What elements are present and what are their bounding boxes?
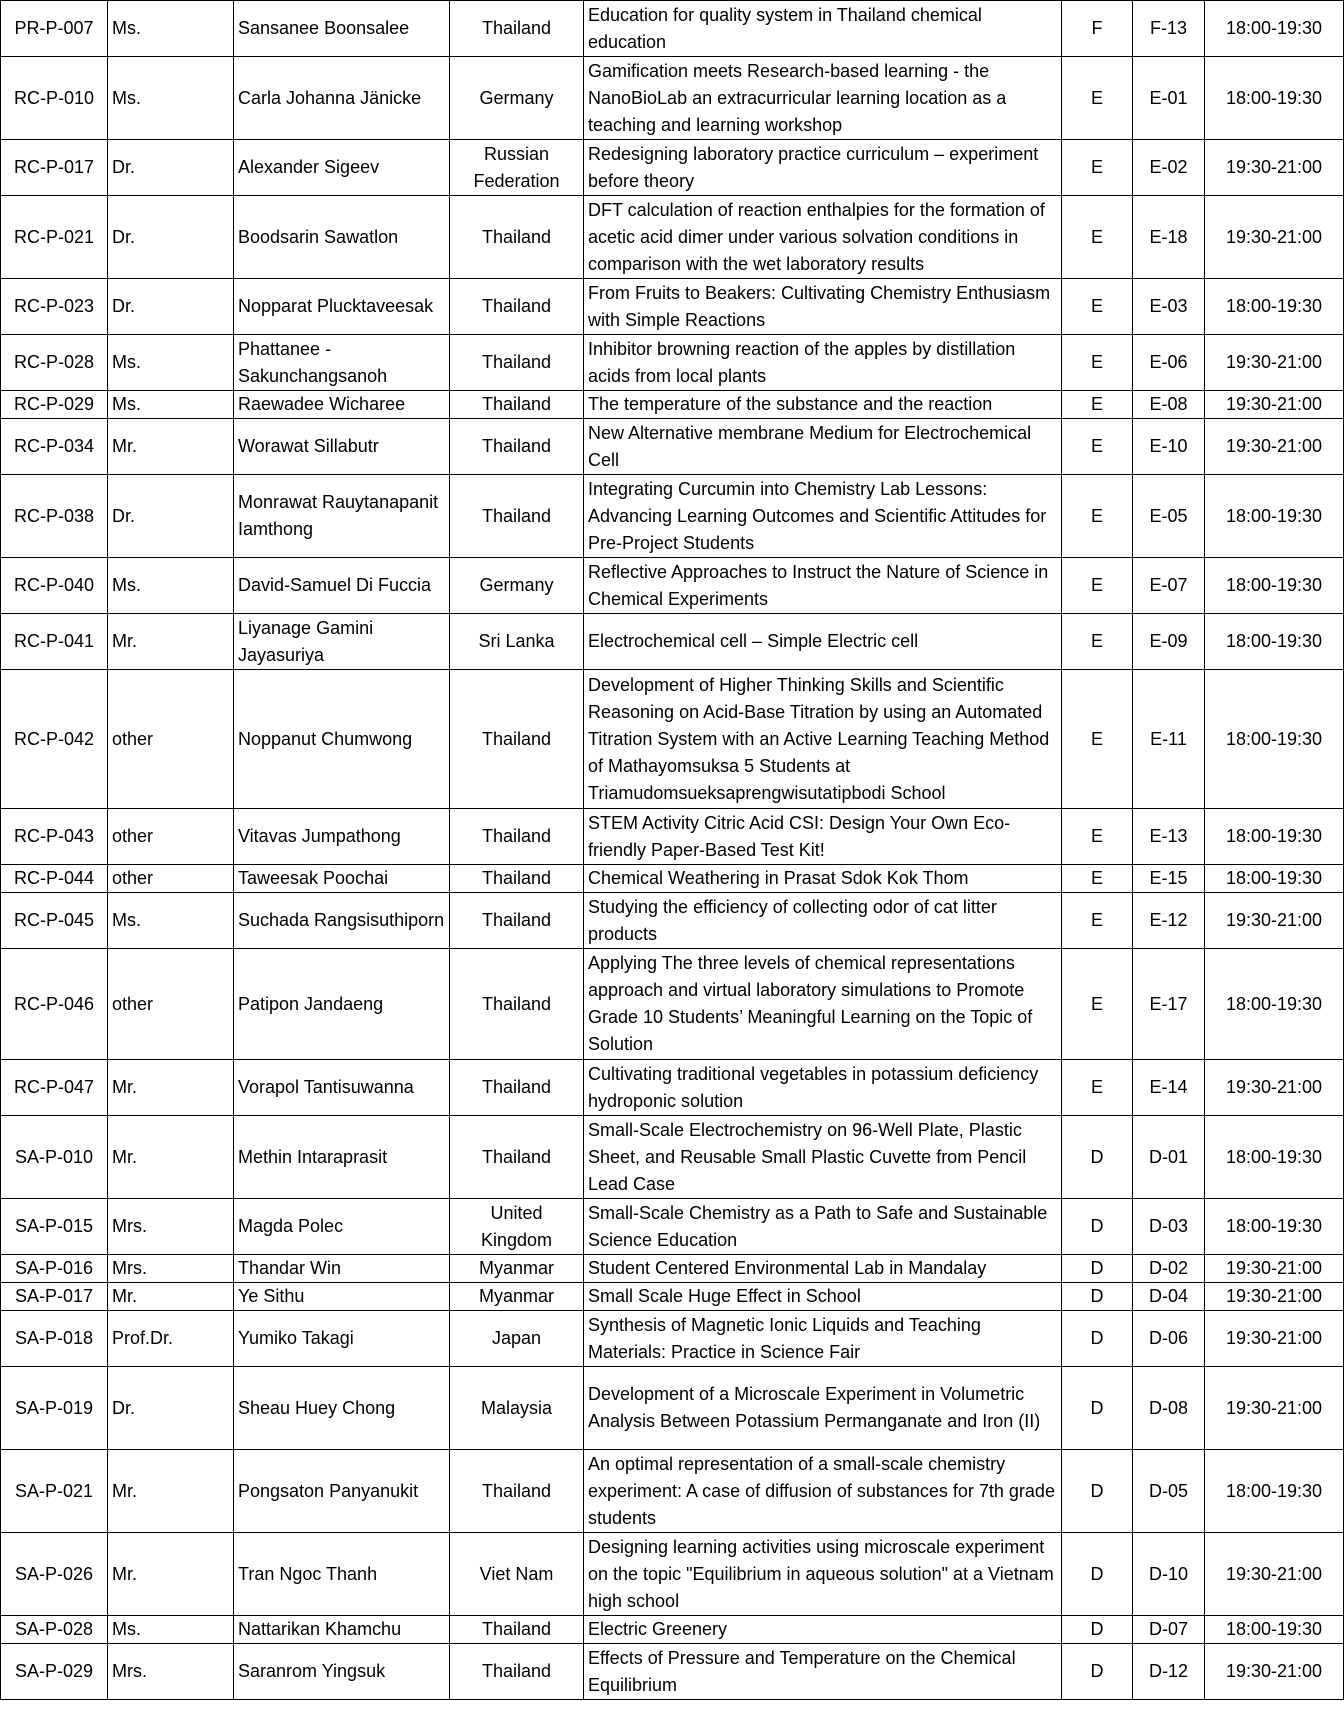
honorific-cell: Ms.: [108, 1, 234, 57]
honorific-cell: other: [108, 809, 234, 865]
table-row: [1, 1116, 1344, 1199]
zone-cell: E: [1062, 335, 1133, 391]
zone-cell: E: [1062, 419, 1133, 475]
time-slot-cell: 19:30-21:00: [1205, 419, 1344, 475]
code-cell: RC-P-010: [1, 57, 108, 140]
time-slot-cell: 19:30-21:00: [1205, 196, 1344, 279]
table-row: [1, 419, 1344, 475]
presenter-name-cell: Tran Ngoc Thanh: [234, 1533, 450, 1616]
honorific-cell: Mr.: [108, 419, 234, 475]
country-cell: Thailand: [450, 865, 584, 893]
board-number-cell: E-10: [1133, 419, 1205, 475]
country-cell: Thailand: [450, 1644, 584, 1700]
board-number-cell: D-01: [1133, 1116, 1205, 1199]
paper-title-cell: Small-Scale Electrochemistry on 96-Well Plate, Plastic Sheet, and Reusable Small Plastic Cuvette from Pencil Lead Case: [584, 1116, 1062, 1199]
code-cell: RC-P-045: [1, 893, 108, 949]
time-slot-cell: 18:00-19:30: [1205, 809, 1344, 865]
time-slot-cell: 19:30-21:00: [1205, 1644, 1344, 1700]
time-slot-cell: 18:00-19:30: [1205, 670, 1344, 809]
code-cell: RC-P-029: [1, 391, 108, 419]
table-row: [1, 1450, 1344, 1533]
table-row: [1, 614, 1344, 670]
honorific-cell: Mrs.: [108, 1255, 234, 1283]
code-cell: SA-P-028: [1, 1616, 108, 1644]
code-cell: SA-P-016: [1, 1255, 108, 1283]
honorific-cell: other: [108, 670, 234, 809]
code-cell: RC-P-043: [1, 809, 108, 865]
code-cell: RC-P-023: [1, 279, 108, 335]
board-number-cell: E-03: [1133, 279, 1205, 335]
zone-cell: D: [1062, 1116, 1133, 1199]
country-cell: Thailand: [450, 893, 584, 949]
honorific-cell: Dr.: [108, 475, 234, 558]
country-cell: United Kingdom: [450, 1199, 584, 1255]
time-slot-cell: 19:30-21:00: [1205, 1311, 1344, 1367]
honorific-cell: Dr.: [108, 1367, 234, 1450]
country-cell: Thailand: [450, 1450, 584, 1533]
board-number-cell: E-18: [1133, 196, 1205, 279]
paper-title-cell: Small-Scale Chemistry as a Path to Safe and Sustainable Science Education: [584, 1199, 1062, 1255]
table-row: [1, 335, 1344, 391]
paper-title-cell: Reflective Approaches to Instruct the Nature of Science in Chemical Experiments: [584, 558, 1062, 614]
code-cell: RC-P-040: [1, 558, 108, 614]
time-slot-cell: 19:30-21:00: [1205, 893, 1344, 949]
country-cell: Russian Federation: [450, 140, 584, 196]
code-cell: SA-P-017: [1, 1283, 108, 1311]
presenter-name-cell: David-Samuel Di Fuccia: [234, 558, 450, 614]
honorific-cell: Mr.: [108, 1283, 234, 1311]
paper-title-cell: The temperature of the substance and the reaction: [584, 391, 1062, 419]
country-cell: Japan: [450, 1311, 584, 1367]
code-cell: RC-P-017: [1, 140, 108, 196]
board-number-cell: E-11: [1133, 670, 1205, 809]
zone-cell: D: [1062, 1311, 1133, 1367]
table-row: [1, 279, 1344, 335]
country-cell: Myanmar: [450, 1283, 584, 1311]
board-number-cell: E-13: [1133, 809, 1205, 865]
table-row: [1, 196, 1344, 279]
table-row: [1, 1367, 1344, 1450]
presenter-name-cell: Methin Intaraprasit: [234, 1116, 450, 1199]
zone-cell: D: [1062, 1367, 1133, 1450]
presenter-name-cell: Worawat Sillabutr: [234, 419, 450, 475]
paper-title-cell: Designing learning activities using microscale experiment on the topic "Equilibrium in aqueous solution" at a Vietnam high school: [584, 1533, 1062, 1616]
board-number-cell: D-04: [1133, 1283, 1205, 1311]
zone-cell: E: [1062, 391, 1133, 419]
time-slot-cell: 18:00-19:30: [1205, 1, 1344, 57]
table-row: [1, 57, 1344, 140]
time-slot-cell: 18:00-19:30: [1205, 558, 1344, 614]
zone-cell: E: [1062, 558, 1133, 614]
zone-cell: E: [1062, 475, 1133, 558]
table-row: [1, 893, 1344, 949]
paper-title-cell: Development of Higher Thinking Skills and Scientific Reasoning on Acid-Base Titration by using an Automated Titration System with an Active Learning Teaching Method of Mathayomsuksa 5 Students at Triamudomsueksaprengwisutatipbodi School: [584, 670, 1062, 809]
zone-cell: D: [1062, 1255, 1133, 1283]
presenter-name-cell: Liyanage Gamini Jayasuriya: [234, 614, 450, 670]
code-cell: SA-P-029: [1, 1644, 108, 1700]
paper-title-cell: New Alternative membrane Medium for Electrochemical Cell: [584, 419, 1062, 475]
presenter-name-cell: Noppanut Chumwong: [234, 670, 450, 809]
country-cell: Thailand: [450, 419, 584, 475]
table-row: [1, 949, 1344, 1060]
presenter-name-cell: Yumiko Takagi: [234, 1311, 450, 1367]
honorific-cell: Dr.: [108, 196, 234, 279]
time-slot-cell: 19:30-21:00: [1205, 1060, 1344, 1116]
time-slot-cell: 19:30-21:00: [1205, 335, 1344, 391]
paper-title-cell: An optimal representation of a small-scale chemistry experiment: A case of diffusion of substances for 7th grade students: [584, 1450, 1062, 1533]
board-number-cell: E-12: [1133, 893, 1205, 949]
zone-cell: D: [1062, 1644, 1133, 1700]
honorific-cell: Ms.: [108, 57, 234, 140]
paper-title-cell: DFT calculation of reaction enthalpies for the formation of acetic acid dimer under various solvation conditions in comparison with the wet laboratory results: [584, 196, 1062, 279]
table-row: [1, 865, 1344, 893]
board-number-cell: E-09: [1133, 614, 1205, 670]
table-row: [1, 475, 1344, 558]
presenter-name-cell: Saranrom Yingsuk: [234, 1644, 450, 1700]
zone-cell: E: [1062, 893, 1133, 949]
table-row: [1, 1644, 1344, 1700]
board-number-cell: D-10: [1133, 1533, 1205, 1616]
time-slot-cell: 18:00-19:30: [1205, 475, 1344, 558]
board-number-cell: E-02: [1133, 140, 1205, 196]
honorific-cell: Mr.: [108, 614, 234, 670]
presenter-name-cell: Raewadee Wicharee: [234, 391, 450, 419]
table-row: [1, 670, 1344, 809]
paper-title-cell: STEM Activity Citric Acid CSI: Design Your Own Eco-friendly Paper-Based Test Kit!: [584, 809, 1062, 865]
paper-title-cell: Effects of Pressure and Temperature on the Chemical Equilibrium: [584, 1644, 1062, 1700]
presenter-name-cell: Ye Sithu: [234, 1283, 450, 1311]
board-number-cell: E-14: [1133, 1060, 1205, 1116]
zone-cell: D: [1062, 1616, 1133, 1644]
zone-cell: E: [1062, 57, 1133, 140]
time-slot-cell: 19:30-21:00: [1205, 1255, 1344, 1283]
code-cell: PR-P-007: [1, 1, 108, 57]
honorific-cell: Mr.: [108, 1533, 234, 1616]
board-number-cell: D-06: [1133, 1311, 1205, 1367]
honorific-cell: Ms.: [108, 558, 234, 614]
presenter-name-cell: Sheau Huey Chong: [234, 1367, 450, 1450]
time-slot-cell: 19:30-21:00: [1205, 1283, 1344, 1311]
country-cell: Germany: [450, 57, 584, 140]
zone-cell: E: [1062, 865, 1133, 893]
presenter-name-cell: Carla Johanna Jänicke: [234, 57, 450, 140]
honorific-cell: Ms.: [108, 1616, 234, 1644]
paper-title-cell: From Fruits to Beakers: Cultivating Chemistry Enthusiasm with Simple Reactions: [584, 279, 1062, 335]
zone-cell: D: [1062, 1283, 1133, 1311]
country-cell: Thailand: [450, 809, 584, 865]
table-row: [1, 391, 1344, 419]
table-row: [1, 1199, 1344, 1255]
country-cell: Thailand: [450, 1, 584, 57]
presenter-name-cell: Thandar Win: [234, 1255, 450, 1283]
country-cell: Thailand: [450, 279, 584, 335]
zone-cell: E: [1062, 949, 1133, 1060]
country-cell: Thailand: [450, 1116, 584, 1199]
paper-title-cell: Chemical Weathering in Prasat Sdok Kok Thom: [584, 865, 1062, 893]
table-row: [1, 1533, 1344, 1616]
paper-title-cell: Integrating Curcumin into Chemistry Lab Lessons: Advancing Learning Outcomes and Scientific Attitudes for Pre-Project Students: [584, 475, 1062, 558]
table-row: [1, 1311, 1344, 1367]
country-cell: Sri Lanka: [450, 614, 584, 670]
table-row: [1, 809, 1344, 865]
paper-title-cell: Studying the efficiency of collecting odor of cat litter products: [584, 893, 1062, 949]
country-cell: Thailand: [450, 670, 584, 809]
code-cell: RC-P-041: [1, 614, 108, 670]
honorific-cell: Prof.Dr.: [108, 1311, 234, 1367]
country-cell: Thailand: [450, 1616, 584, 1644]
code-cell: SA-P-021: [1, 1450, 108, 1533]
code-cell: SA-P-010: [1, 1116, 108, 1199]
time-slot-cell: 19:30-21:00: [1205, 391, 1344, 419]
board-number-cell: E-01: [1133, 57, 1205, 140]
honorific-cell: Mr.: [108, 1116, 234, 1199]
board-number-cell: D-08: [1133, 1367, 1205, 1450]
zone-cell: E: [1062, 809, 1133, 865]
honorific-cell: other: [108, 865, 234, 893]
zone-cell: D: [1062, 1450, 1133, 1533]
country-cell: Malaysia: [450, 1367, 584, 1450]
zone-cell: E: [1062, 670, 1133, 809]
table-row: [1, 1616, 1344, 1644]
table-row: [1, 1060, 1344, 1116]
board-number-cell: D-05: [1133, 1450, 1205, 1533]
country-cell: Thailand: [450, 475, 584, 558]
time-slot-cell: 18:00-19:30: [1205, 1116, 1344, 1199]
code-cell: RC-P-044: [1, 865, 108, 893]
paper-title-cell: Cultivating traditional vegetables in potassium deficiency hydroponic solution: [584, 1060, 1062, 1116]
board-number-cell: D-02: [1133, 1255, 1205, 1283]
honorific-cell: Mrs.: [108, 1644, 234, 1700]
paper-title-cell: Electric Greenery: [584, 1616, 1062, 1644]
code-cell: RC-P-046: [1, 949, 108, 1060]
board-number-cell: D-07: [1133, 1616, 1205, 1644]
presenter-name-cell: Boodsarin Sawatlon: [234, 196, 450, 279]
code-cell: RC-P-047: [1, 1060, 108, 1116]
country-cell: Thailand: [450, 949, 584, 1060]
time-slot-cell: 19:30-21:00: [1205, 1367, 1344, 1450]
zone-cell: E: [1062, 279, 1133, 335]
code-cell: RC-P-028: [1, 335, 108, 391]
country-cell: Thailand: [450, 1060, 584, 1116]
paper-title-cell: Electrochemical cell – Simple Electric cell: [584, 614, 1062, 670]
presenter-name-cell: Monrawat Rauytanapanit Iamthong: [234, 475, 450, 558]
time-slot-cell: 19:30-21:00: [1205, 1533, 1344, 1616]
honorific-cell: other: [108, 949, 234, 1060]
table-row: [1, 1, 1344, 57]
paper-title-cell: Redesigning laboratory practice curriculum – experiment before theory: [584, 140, 1062, 196]
code-cell: RC-P-021: [1, 196, 108, 279]
country-cell: Thailand: [450, 335, 584, 391]
zone-cell: E: [1062, 614, 1133, 670]
table-row: [1, 1255, 1344, 1283]
time-slot-cell: 19:30-21:00: [1205, 140, 1344, 196]
time-slot-cell: 18:00-19:30: [1205, 1199, 1344, 1255]
board-number-cell: E-15: [1133, 865, 1205, 893]
honorific-cell: Ms.: [108, 335, 234, 391]
presenter-name-cell: Nattarikan Khamchu: [234, 1616, 450, 1644]
paper-title-cell: Student Centered Environmental Lab in Mandalay: [584, 1255, 1062, 1283]
time-slot-cell: 18:00-19:30: [1205, 949, 1344, 1060]
code-cell: SA-P-015: [1, 1199, 108, 1255]
presenter-name-cell: Suchada Rangsisuthiporn: [234, 893, 450, 949]
paper-title-cell: Inhibitor browning reaction of the apples by distillation acids from local plants: [584, 335, 1062, 391]
country-cell: Thailand: [450, 391, 584, 419]
honorific-cell: Ms.: [108, 391, 234, 419]
code-cell: SA-P-019: [1, 1367, 108, 1450]
zone-cell: E: [1062, 196, 1133, 279]
code-cell: SA-P-026: [1, 1533, 108, 1616]
zone-cell: D: [1062, 1533, 1133, 1616]
honorific-cell: Mr.: [108, 1450, 234, 1533]
paper-title-cell: Gamification meets Research-based learning - the NanoBioLab an extracurricular learning location as a teaching and learning workshop: [584, 57, 1062, 140]
board-number-cell: D-03: [1133, 1199, 1205, 1255]
presenter-name-cell: Phattanee - Sakunchangsanoh: [234, 335, 450, 391]
table-row: [1, 140, 1344, 196]
zone-cell: E: [1062, 1060, 1133, 1116]
time-slot-cell: 18:00-19:30: [1205, 279, 1344, 335]
presenter-name-cell: Sansanee Boonsalee: [234, 1, 450, 57]
honorific-cell: Dr.: [108, 140, 234, 196]
honorific-cell: Mrs.: [108, 1199, 234, 1255]
zone-cell: F: [1062, 1, 1133, 57]
code-cell: RC-P-034: [1, 419, 108, 475]
zone-cell: D: [1062, 1199, 1133, 1255]
board-number-cell: E-17: [1133, 949, 1205, 1060]
presenter-name-cell: Alexander Sigeev: [234, 140, 450, 196]
presenter-name-cell: Taweesak Poochai: [234, 865, 450, 893]
country-cell: Myanmar: [450, 1255, 584, 1283]
board-number-cell: E-05: [1133, 475, 1205, 558]
presenter-name-cell: Vitavas Jumpathong: [234, 809, 450, 865]
country-cell: Viet Nam: [450, 1533, 584, 1616]
zone-cell: E: [1062, 140, 1133, 196]
paper-title-cell: Synthesis of Magnetic Ionic Liquids and Teaching Materials: Practice in Science Fair: [584, 1311, 1062, 1367]
country-cell: Germany: [450, 558, 584, 614]
board-number-cell: D-12: [1133, 1644, 1205, 1700]
time-slot-cell: 18:00-19:30: [1205, 614, 1344, 670]
board-number-cell: E-07: [1133, 558, 1205, 614]
code-cell: RC-P-042: [1, 670, 108, 809]
board-number-cell: E-08: [1133, 391, 1205, 419]
paper-title-cell: Small Scale Huge Effect in School: [584, 1283, 1062, 1311]
honorific-cell: Mr.: [108, 1060, 234, 1116]
code-cell: RC-P-038: [1, 475, 108, 558]
paper-title-cell: Applying The three levels of chemical representations approach and virtual laboratory simulations to Promote Grade 10 Students’ Meaningful Learning on the Topic of Solution: [584, 949, 1062, 1060]
table-row: [1, 558, 1344, 614]
board-number-cell: E-06: [1133, 335, 1205, 391]
presenter-name-cell: Nopparat Plucktaveesak: [234, 279, 450, 335]
paper-title-cell: Education for quality system in Thailand chemical education: [584, 1, 1062, 57]
time-slot-cell: 18:00-19:30: [1205, 1450, 1344, 1533]
time-slot-cell: 18:00-19:30: [1205, 865, 1344, 893]
honorific-cell: Ms.: [108, 893, 234, 949]
time-slot-cell: 18:00-19:30: [1205, 1616, 1344, 1644]
paper-title-cell: Development of a Microscale Experiment in Volumetric Analysis Between Potassium Permanganate and Iron (II): [584, 1367, 1062, 1450]
presenter-name-cell: Pongsaton Panyanukit: [234, 1450, 450, 1533]
table-row: [1, 1283, 1344, 1311]
presenter-name-cell: Vorapol Tantisuwanna: [234, 1060, 450, 1116]
country-cell: Thailand: [450, 196, 584, 279]
presenter-name-cell: Patipon Jandaeng: [234, 949, 450, 1060]
table-body: [1, 1, 1344, 1700]
presenter-name-cell: Magda Polec: [234, 1199, 450, 1255]
time-slot-cell: 18:00-19:30: [1205, 57, 1344, 140]
board-number-cell: F-13: [1133, 1, 1205, 57]
code-cell: SA-P-018: [1, 1311, 108, 1367]
honorific-cell: Dr.: [108, 279, 234, 335]
